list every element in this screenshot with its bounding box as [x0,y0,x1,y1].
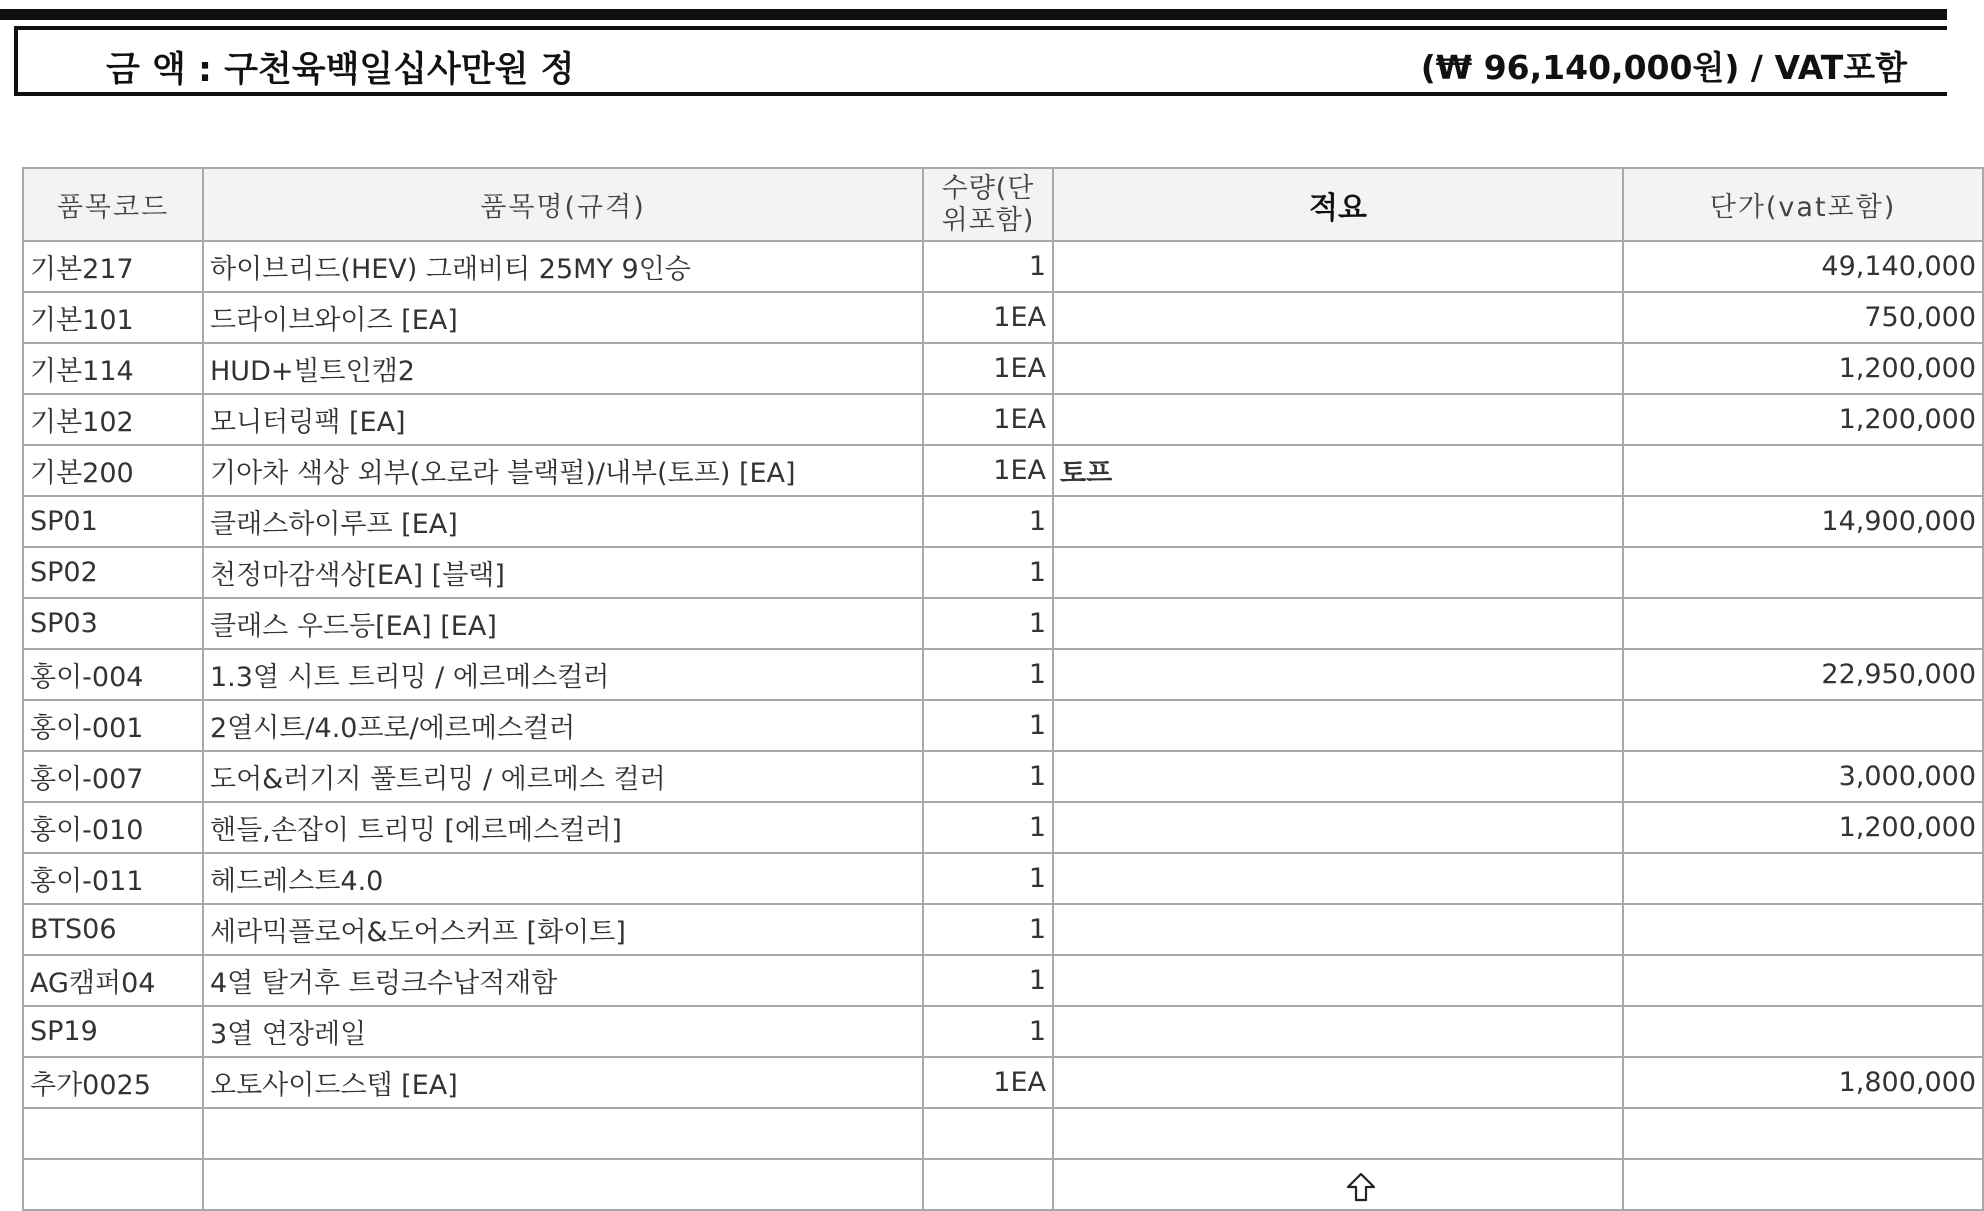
cell-code: 기본101 [23,292,203,343]
cell-price [1623,1159,1983,1210]
table-row [23,700,1983,751]
cell-remark [1053,1159,1623,1210]
cell-qty: 1 [923,598,1053,649]
cell-code: 홍이-004 [23,649,203,700]
header-qty [923,168,1053,241]
cell-name: 1.3열 시트 트리밍 / 에르메스컬러 [203,649,923,700]
table-row [23,802,1983,853]
header-price: 단가(vat포함) [1623,168,1983,241]
cell-remark [1053,394,1623,445]
cell-code: 기본114 [23,343,203,394]
cell-name: 핸들,손잡이 트리밍 [에르메스컬러] [203,802,923,853]
cell-name: 도어&러기지 풀트리밍 / 에르메스 컬러 [203,751,923,802]
cell-code [23,1159,203,1210]
cell-price: 49,140,000 [1623,241,1983,292]
cell-price: 750,000 [1623,292,1983,343]
cell-qty: 1EA [923,292,1053,343]
cell-name: 2열시트/4.0프로/에르메스컬러 [203,700,923,751]
cell-name: 4열 탈거후 트렁크수납적재함 [203,955,923,1006]
header-qty-line1: 수량(단 [941,172,1035,204]
cell-qty: 1EA [923,1057,1053,1108]
cell-code: SP01 [23,496,203,547]
cell-name [203,1159,923,1210]
cell-remark [1053,241,1623,292]
cell-code [23,1108,203,1159]
table-row [23,496,1983,547]
cell-qty: 1 [923,547,1053,598]
cell-price [1623,1108,1983,1159]
cell-code: 기본102 [23,394,203,445]
cell-price [1623,445,1983,496]
pointer-arrow-icon [1345,1172,1377,1202]
cell-price: 3,000,000 [1623,751,1983,802]
cell-remark [1053,700,1623,751]
amount-total: (₩ 96,140,000원) / VAT포함 [1420,48,1907,87]
cell-name: 3열 연장레일 [203,1006,923,1057]
cell-price [1623,904,1983,955]
cell-remark [1053,343,1623,394]
cell-code: SP19 [23,1006,203,1057]
cell-qty: 1 [923,496,1053,547]
cell-code: 홍이-007 [23,751,203,802]
cell-code: 홍이-011 [23,853,203,904]
cell-name: 헤드레스트4.0 [203,853,923,904]
cell-name: 클래스 우드등[EA] [EA] [203,598,923,649]
cell-price [1623,547,1983,598]
cell-price: 1,200,000 [1623,343,1983,394]
cell-qty: 1 [923,241,1053,292]
cell-code: SP03 [23,598,203,649]
cell-price: 1,200,000 [1623,394,1983,445]
cell-qty: 1 [923,955,1053,1006]
table-row [23,904,1983,955]
table-row-empty [23,1159,1983,1210]
cell-price [1623,1006,1983,1057]
cell-remark [1053,292,1623,343]
cell-name: 오토사이드스텝 [EA] [203,1057,923,1108]
table-header-row [23,168,1983,241]
cell-name: 세라믹플로어&도어스커프 [화이트] [203,904,923,955]
cell-price: 1,200,000 [1623,802,1983,853]
table-row [23,598,1983,649]
table-row [23,751,1983,802]
cell-name [203,1108,923,1159]
table-row [23,1057,1983,1108]
table-row-empty [23,1108,1983,1159]
cell-code: 기본217 [23,241,203,292]
cell-name: 클래스하이루프 [EA] [203,496,923,547]
cell-remark [1053,496,1623,547]
cell-remark [1053,649,1623,700]
table-row [23,292,1983,343]
cell-qty: 1 [923,700,1053,751]
cell-remark [1053,955,1623,1006]
cell-price [1623,598,1983,649]
cell-name: 모니터링팩 [EA] [203,394,923,445]
table-row [23,649,1983,700]
cell-qty: 1 [923,751,1053,802]
cell-remark [1053,547,1623,598]
cell-remark [1053,1006,1623,1057]
amount-in-words: 금 액 : 구천육백일십사만원 정 [106,50,575,90]
table-row [23,343,1983,394]
table-row [23,241,1983,292]
cell-code: 기본200 [23,445,203,496]
cell-code: BTS06 [23,904,203,955]
table-row [23,1006,1983,1057]
cell-name: 천정마감색상[EA] [블랙] [203,547,923,598]
cell-qty: 1EA [923,394,1053,445]
cell-name: 기아차 색상 외부(오로라 블랙펄)/내부(토프) [EA] [203,445,923,496]
cell-name: HUD+빌트인캠2 [203,343,923,394]
cell-qty [923,1108,1053,1159]
cell-remark [1053,802,1623,853]
cell-qty: 1 [923,649,1053,700]
cell-name: 하이브리드(HEV) 그래비티 25MY 9인승 [203,241,923,292]
quote-table-wrapper [22,167,1976,1200]
table-row [23,853,1983,904]
cell-qty: 1EA [923,343,1053,394]
cell-qty [923,1159,1053,1210]
cell-code: 추가0025 [23,1057,203,1108]
table-row [23,394,1983,445]
top-rule [0,9,1947,20]
table-row [23,547,1983,598]
cell-price [1623,955,1983,1006]
header-code: 품목코드 [23,168,203,241]
cell-code: SP02 [23,547,203,598]
cell-remark [1053,598,1623,649]
table-body [23,241,1983,1210]
cell-code: 홍이-010 [23,802,203,853]
cell-price: 1,800,000 [1623,1057,1983,1108]
cell-code: 홍이-001 [23,700,203,751]
amount-box [14,26,1947,96]
header-name: 품목명(규격) [203,168,923,241]
cell-name: 드라이브와이즈 [EA] [203,292,923,343]
table-row [23,955,1983,1006]
cell-qty: 1EA [923,445,1053,496]
cell-remark [1053,751,1623,802]
cell-price [1623,853,1983,904]
cell-remark [1053,1057,1623,1108]
cell-qty: 1 [923,1006,1053,1057]
cell-code: AG캠퍼04 [23,955,203,1006]
cell-remark: 토프 [1053,445,1623,496]
cell-price: 14,900,000 [1623,496,1983,547]
cell-price [1623,700,1983,751]
cell-remark [1053,853,1623,904]
cell-qty: 1 [923,904,1053,955]
cell-remark [1053,904,1623,955]
table-row [23,445,1983,496]
cell-remark [1053,1108,1623,1159]
header-qty-line2: 위포함) [941,204,1035,236]
cell-qty: 1 [923,802,1053,853]
header-remark: 적요 [1053,168,1623,241]
cell-price: 22,950,000 [1623,649,1983,700]
quote-items-table [22,167,1984,1211]
cell-qty: 1 [923,853,1053,904]
